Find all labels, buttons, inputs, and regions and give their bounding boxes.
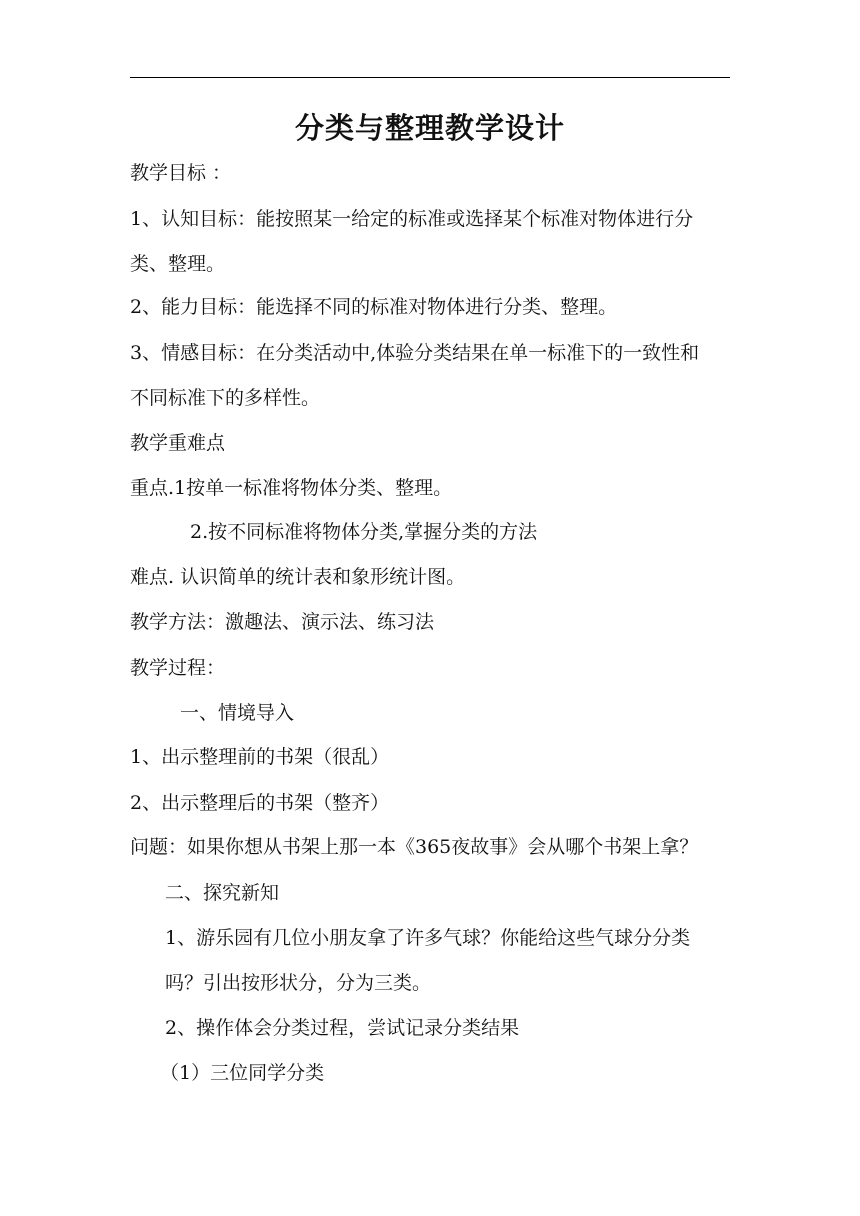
teaching-methods: 教学方法：激趣法、演示法、练习法 bbox=[130, 611, 435, 633]
key-difficult-heading: 教学重难点 bbox=[130, 432, 226, 454]
section-intro-heading: 一、情境导入 bbox=[180, 702, 295, 724]
cognitive-goal-line-1: 1、认知目标：能按照某一给定的标准或选择某个标准对物体进行分 bbox=[130, 208, 694, 230]
intro-question: 问题：如果你想从书架上那一本《365夜故事》会从哪个书架上拿？ bbox=[130, 836, 699, 858]
explore-step-2-sub-1: （1）三位同学分类 bbox=[160, 1062, 325, 1084]
teaching-goals-heading: 教学目标 ： bbox=[130, 162, 232, 184]
key-point-1: 重点.1按单一标准将物体分类、整理。 bbox=[130, 477, 453, 499]
difficult-point: 难点. 认识简单的统计表和象形统计图。 bbox=[130, 566, 466, 588]
cognitive-goal-line-2: 类、整理。 bbox=[130, 253, 226, 275]
header-rule bbox=[130, 77, 730, 78]
teaching-process-heading: 教学过程： bbox=[130, 657, 226, 679]
emotion-goal-line-1: 3、情感目标：在分类活动中,体验分类结果在单一标准下的一致性和 bbox=[130, 342, 700, 364]
explore-step-1-line-2: 吗？引出按形状分，分为三类。 bbox=[165, 972, 432, 994]
explore-step-2: 2、操作体会分类过程，尝试记录分类结果 bbox=[165, 1017, 520, 1039]
intro-step-2: 2、出示整理后的书架（整齐） bbox=[130, 792, 390, 814]
ability-goal: 2、能力目标：能选择不同的标准对物体进行分类、整理。 bbox=[130, 296, 618, 318]
section-explore-heading: 二、探究新知 bbox=[165, 882, 280, 904]
explore-step-1-line-1: 1、游乐园有几位小朋友拿了许多气球？你能给这些气球分分类 bbox=[165, 927, 691, 949]
intro-step-1: 1、出示整理前的书架（很乱） bbox=[130, 746, 390, 768]
document-title: 分类与整理教学设计 bbox=[294, 111, 565, 145]
emotion-goal-line-2: 不同标准下的多样性。 bbox=[130, 387, 321, 409]
key-point-2: 2.按不同标准将物体分类,掌握分类的方法 bbox=[190, 521, 538, 543]
